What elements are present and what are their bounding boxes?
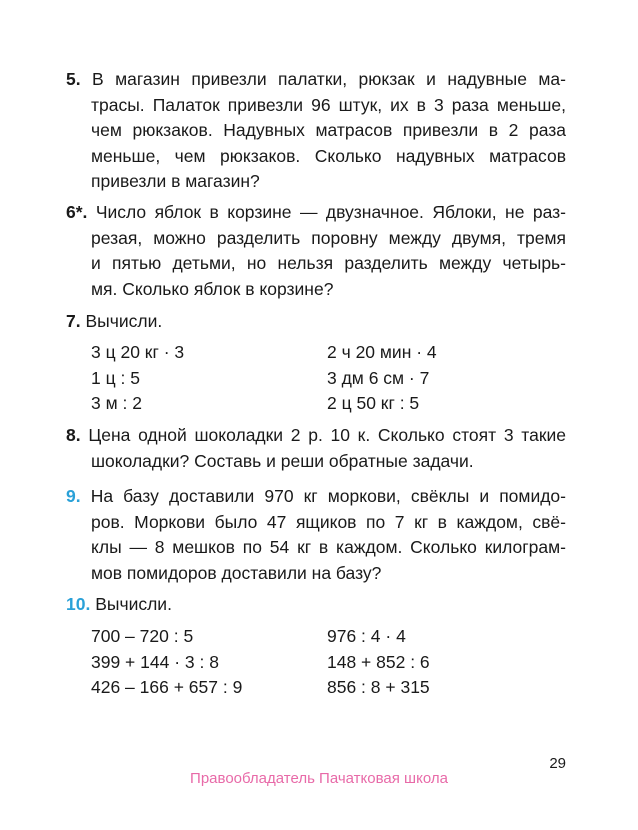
task-5	[66, 67, 566, 195]
task-title: Вычисли.	[85, 311, 163, 331]
task-7	[66, 309, 566, 335]
copyright-footer: Правообладатель Пачатковая школа	[190, 770, 448, 787]
page-number: 29	[549, 755, 566, 772]
expression: 856 : 8 + 315	[327, 677, 430, 697]
task-title: Вычисли.	[95, 594, 172, 614]
expression: 976 : 4 · 4	[327, 626, 406, 646]
task-text-line: и пятью детьми, но нельзя разделить между четырь-	[91, 253, 566, 273]
task-text-line: мов помидоров доставили на базу?	[91, 562, 382, 583]
task-text-line: В магазин привезли палатки, рюкзак и надувные ма-	[92, 69, 566, 89]
task-number: 7.	[66, 311, 81, 331]
task-6	[66, 200, 566, 302]
task-text-line: мя. Сколько яблок в корзине?	[91, 278, 334, 299]
task-number: 9.	[66, 486, 81, 506]
task-number: 8.	[66, 425, 81, 445]
task-7-column-1	[91, 340, 184, 417]
task-text-line: меньше, чем рюкзаков. Сколько надувных матрасов	[91, 145, 566, 166]
task-number: 5.	[66, 69, 81, 89]
task-text-line: шоколадки? Составь и реши обратные задачи.	[91, 450, 474, 471]
task-number: 10.	[66, 594, 91, 614]
task-9	[66, 484, 566, 586]
task-text-line: На базу доставили 970 кг моркови, свёклы и помидо-	[90, 486, 566, 506]
task-text-line: ров. Моркови было 47 ящиков по 7 кг в каждом, свё-	[91, 511, 566, 532]
task-text-line: резая, можно разделить поровну между двумя, тремя	[91, 227, 566, 248]
expression: 3 дм 6 см · 7	[327, 367, 430, 388]
expression: 2 ч 20 мин · 4	[327, 342, 437, 362]
task-text-line: Цена одной шоколадки 2 р. 10 к. Сколько стоят 3 такие	[88, 425, 566, 445]
task-text-line: трасы. Палаток привезли 96 штук, их в 3 раза меньше,	[91, 94, 566, 115]
task-7-column-2	[327, 340, 437, 417]
task-10-column-2	[327, 624, 430, 701]
expression: 148 + 852 : 6	[327, 651, 430, 672]
expression: 399 + 144 · 3 : 8	[91, 651, 219, 672]
expression: 1 ц : 5	[91, 367, 140, 388]
task-10-column-1	[91, 624, 242, 701]
task-text-line: привезли в магазин?	[91, 171, 260, 191]
expression: 700 – 720 : 5	[91, 626, 194, 646]
expression: 3 м : 2	[91, 393, 142, 413]
task-number: 6*.	[66, 202, 88, 222]
task-text-line: Число яблок в корзине — двузначное. Яблоки, не раз-	[95, 202, 566, 222]
expression: 426 – 166 + 657 : 9	[91, 677, 243, 697]
task-10	[66, 592, 566, 618]
task-text-line: клы — 8 мешков по 54 кг в каждом. Сколько килограм-	[91, 537, 566, 557]
expression: 2 ц 50 кг : 5	[327, 393, 420, 413]
task-8	[66, 423, 566, 474]
expression: 3 ц 20 кг · 3	[91, 342, 185, 362]
task-text-line: чем рюкзаков. Надувных матрасов привезли в 2 раза	[91, 120, 566, 140]
